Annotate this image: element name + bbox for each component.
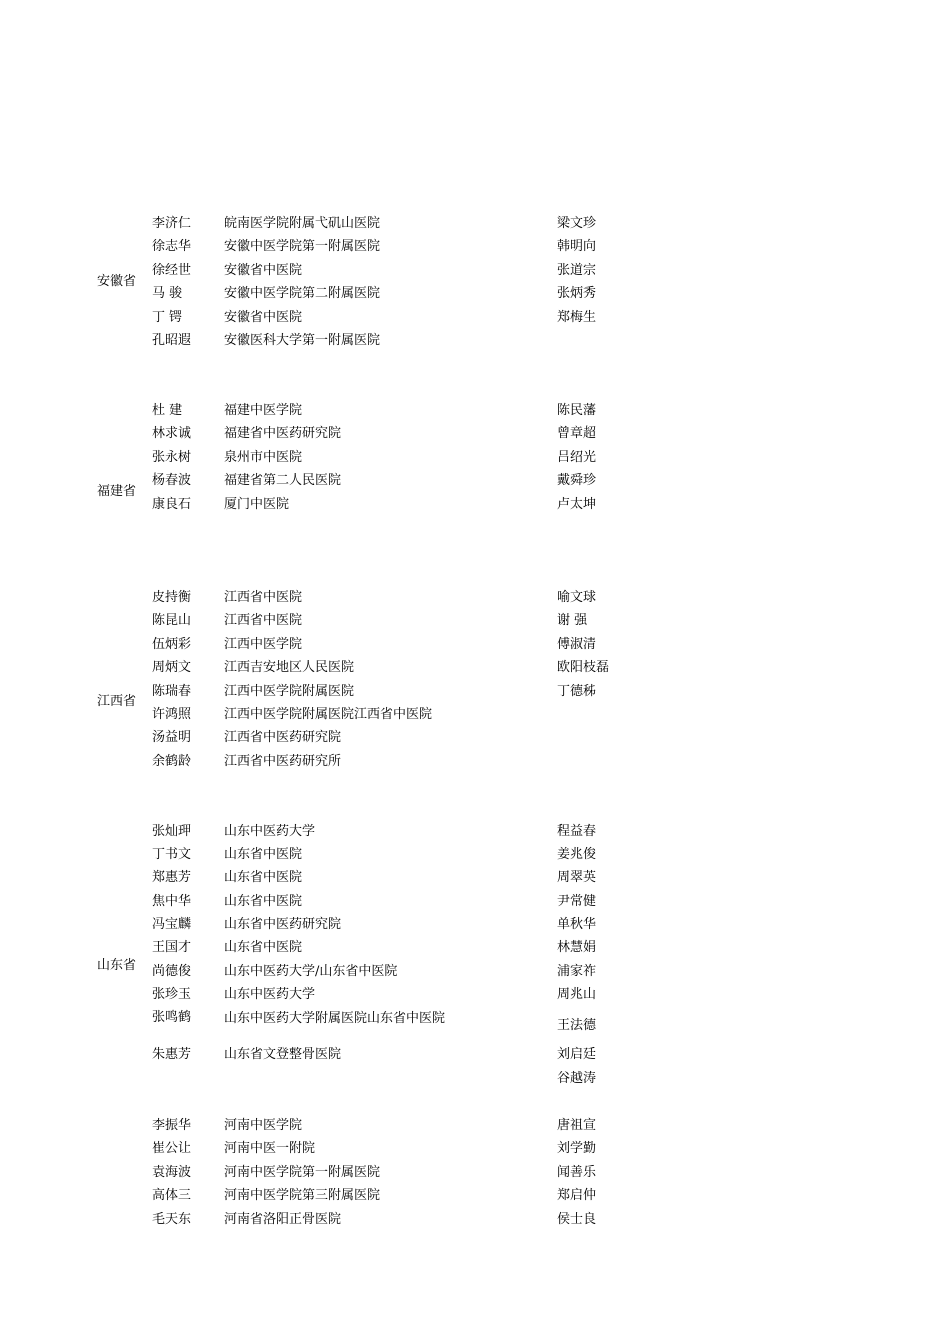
additional-name: 谷越涛 <box>557 1071 597 1086</box>
person-name: 张鸣鹤 <box>152 1010 192 1025</box>
person-name: 李振华 <box>152 1118 192 1133</box>
additional-name: 浦家祚 <box>557 964 597 979</box>
additional-name: 傅淑清 <box>557 637 597 652</box>
additional-name: 卢太坤 <box>557 497 597 512</box>
person-name: 陈昆山 <box>152 613 192 628</box>
person-name: 张珍玉 <box>152 987 192 1002</box>
person-name: 孔昭遐 <box>152 333 192 348</box>
person-name: 焦中华 <box>152 894 192 909</box>
additional-name: 梁文珍 <box>557 216 597 231</box>
person-name: 尚德俊 <box>152 964 192 979</box>
person-name: 郑惠芳 <box>152 870 192 885</box>
additional-name: 张炳秀 <box>557 286 597 301</box>
institution-name: 山东省文登整骨医院 <box>224 1047 342 1062</box>
person-name: 汤益明 <box>152 730 192 745</box>
institution-name: 山东中医药大学附属医院山东省中医院 <box>224 1011 446 1026</box>
additional-name: 周翠英 <box>557 870 597 885</box>
additional-name: 周兆山 <box>557 987 597 1002</box>
person-name: 冯宝麟 <box>152 917 192 932</box>
institution-name: 泉州市中医院 <box>224 450 303 465</box>
institution-name: 江西吉安地区人民医院 <box>224 660 355 675</box>
additional-name: 郑梅生 <box>557 310 597 325</box>
person-name: 徐志华 <box>152 239 192 254</box>
institution-name: 福建省中医药研究院 <box>224 426 342 441</box>
additional-name: 姜兆俊 <box>557 847 597 862</box>
person-name: 毛天东 <box>152 1212 192 1227</box>
institution-name: 江西省中医药研究所 <box>224 754 342 769</box>
person-name: 丁书文 <box>152 847 192 862</box>
additional-name: 喻文球 <box>557 590 597 605</box>
person-name: 崔公让 <box>152 1141 192 1156</box>
institution-name: 江西省中医药研究院 <box>224 730 342 745</box>
person-name: 王国才 <box>152 940 192 955</box>
person-name: 张灿玾 <box>152 824 192 839</box>
additional-name: 曾章超 <box>557 426 597 441</box>
institution-name: 山东中医药大学/山东省中医院 <box>224 964 398 979</box>
person-name: 袁海波 <box>152 1165 192 1180</box>
institution-name: 河南中医学院 <box>224 1118 303 1133</box>
additional-name: 尹常健 <box>557 894 597 909</box>
person-name: 伍炳彩 <box>152 637 192 652</box>
person-name: 张永树 <box>152 450 192 465</box>
institution-name: 山东省中医院 <box>224 870 303 885</box>
person-name: 高体三 <box>152 1188 192 1203</box>
institution-name: 山东省中医院 <box>224 940 303 955</box>
additional-name: 陈民藩 <box>557 403 597 418</box>
person-name: 杜 建 <box>152 403 183 418</box>
person-name: 周炳文 <box>152 660 192 675</box>
person-name: 朱惠芳 <box>152 1047 192 1062</box>
institution-name: 河南中医学院第一附属医院 <box>224 1165 381 1180</box>
additional-name: 闻善乐 <box>557 1165 597 1180</box>
institution-name: 河南中医学院第三附属医院 <box>224 1188 381 1203</box>
institution-name: 安徽中医学院第一附属医院 <box>224 239 381 254</box>
person-name: 李济仁 <box>152 216 192 231</box>
person-name: 康良石 <box>152 497 192 512</box>
additional-name: 谢 强 <box>557 613 588 628</box>
additional-name: 唐祖宣 <box>557 1118 597 1133</box>
person-name: 杨春波 <box>152 473 192 488</box>
additional-name: 王法德 <box>557 1018 597 1033</box>
institution-name: 山东省中医药研究院 <box>224 917 342 932</box>
institution-name: 安徽中医学院第二附属医院 <box>224 286 381 301</box>
person-name: 丁 锷 <box>152 310 183 325</box>
institution-name: 河南中医一附院 <box>224 1141 316 1156</box>
person-name: 马 骏 <box>152 286 183 301</box>
province-label: 福建省 <box>97 484 137 499</box>
institution-name: 安徽省中医院 <box>224 263 303 278</box>
institution-name: 皖南医学院附属弋矶山医院 <box>224 216 381 231</box>
institution-name: 安徽医科大学第一附属医院 <box>224 333 381 348</box>
additional-name: 戴舜珍 <box>557 473 597 488</box>
additional-name: 单秋华 <box>557 917 597 932</box>
person-name: 许鸿照 <box>152 707 192 722</box>
person-name: 陈瑞春 <box>152 684 192 699</box>
institution-name: 山东中医药大学 <box>224 987 316 1002</box>
person-name: 林求诚 <box>152 426 192 441</box>
province-label: 江西省 <box>97 694 137 709</box>
additional-name: 郑启仲 <box>557 1188 597 1203</box>
additional-name: 欧阳枝磊 <box>557 660 610 675</box>
institution-name: 江西省中医院 <box>224 590 303 605</box>
institution-name: 厦门中医院 <box>224 497 290 512</box>
province-label: 山东省 <box>97 958 137 973</box>
person-name: 皮持衡 <box>152 590 192 605</box>
institution-name: 河南省洛阳正骨医院 <box>224 1212 342 1227</box>
institution-name: 江西省中医院 <box>224 613 303 628</box>
institution-name: 江西中医学院 <box>224 637 303 652</box>
institution-name: 福建省第二人民医院 <box>224 473 342 488</box>
institution-name: 山东中医药大学 <box>224 824 316 839</box>
additional-name: 侯士良 <box>557 1212 597 1227</box>
additional-name: 刘启廷 <box>557 1047 597 1062</box>
additional-name: 张道宗 <box>557 263 597 278</box>
institution-name: 安徽省中医院 <box>224 310 303 325</box>
additional-name: 程益春 <box>557 824 597 839</box>
institution-name: 江西中医学院附属医院江西省中医院 <box>224 707 433 722</box>
province-label: 安徽省 <box>97 274 137 289</box>
person-name: 余鹤龄 <box>152 754 192 769</box>
institution-name: 山东省中医院 <box>224 847 303 862</box>
additional-name: 林慧娟 <box>557 940 597 955</box>
additional-name: 刘学勤 <box>557 1141 597 1156</box>
institution-name: 山东省中医院 <box>224 894 303 909</box>
institution-name: 江西中医学院附属医院 <box>224 684 355 699</box>
person-name: 徐经世 <box>152 263 192 278</box>
additional-name: 韩明向 <box>557 239 597 254</box>
additional-name: 吕绍光 <box>557 450 597 465</box>
additional-name: 丁德秭 <box>557 684 597 699</box>
institution-name: 福建中医学院 <box>224 403 303 418</box>
